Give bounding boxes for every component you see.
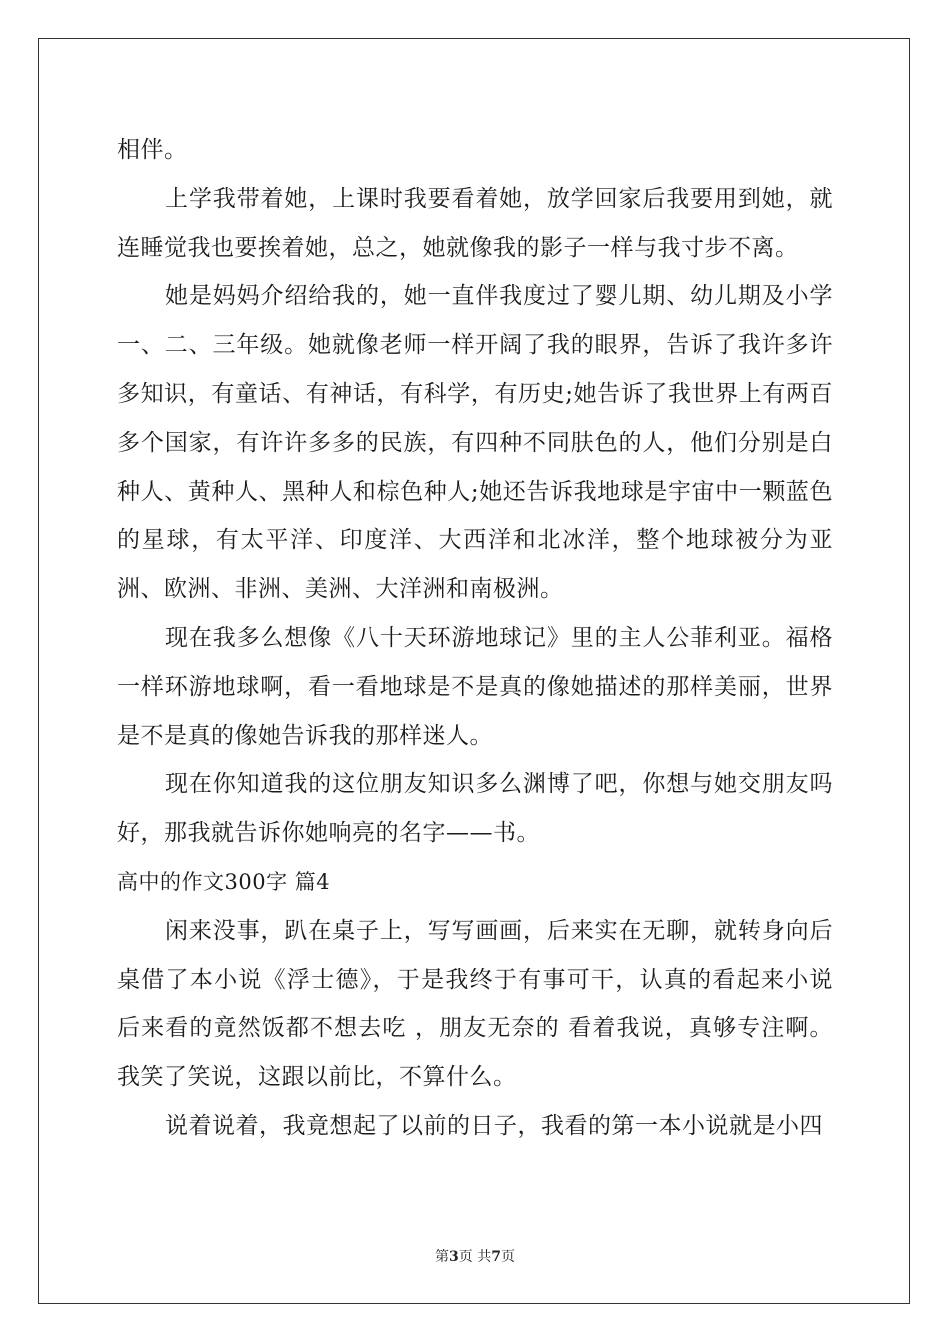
- footer-suffix: 页: [500, 1249, 515, 1265]
- footer-prefix: 第: [435, 1249, 450, 1265]
- document-body: [117, 126, 833, 1151]
- paragraph-6: 闲来没事，趴在桌子上，写写画画，后来实在无聊，就转身向后桌借了本小说《浮士德》，于是我终于有事可干，认真的看起来小说后来看的竟然饭都不想去吃 ，朋友无奈的 看着我说，真够专注啊。我笑了笑说，这跟以前比，不算什么。: [117, 917, 833, 1091]
- paragraph-4: 现在我多么想像《八十天环游地球记》里的主人公菲利亚。福格一样环游地球啊，看一看地球是不是真的像她描述的那样美丽，世界是不是真的像她告诉我的那样迷人。: [117, 624, 833, 749]
- paragraph-3: 她是妈妈介绍给我的，她一直伴我度过了婴儿期、幼儿期及小学一、二、三年级。她就像老师一样开阔了我的眼界，告诉了我许多许多知识，有童话、有神话，有科学，有历史;她告诉了我世界上有两百多个国家，有许许多多的民族，有四种不同肤色的人，他们分别是白种人、黄种人、黑种人和棕色种人;她还告诉我地球是宇宙中一颗蓝色的星球，有太平洋、印度洋、大西洋和北冰洋，整个地球被分为亚洲、欧洲、非洲、美洲、大洋洲和南极洲。: [117, 283, 833, 603]
- footer-middle: 页 共: [458, 1249, 492, 1265]
- footer-page-number: 3: [449, 1249, 459, 1265]
- paragraph-1: 相伴。: [117, 137, 188, 163]
- paragraph-5: 现在你知道我的这位朋友知识多么渊博了吧，你想与她交朋友吗好，那我就告诉你她响亮的名字——书。: [117, 771, 833, 847]
- paragraph-2: 上学我带着她，上课时我要看着她，放学回家后我要用到她，就连睡觉我也要挨着她，总之，她就像我的影子一样与我寸步不离。: [117, 185, 833, 261]
- paragraph-7: 说着说着，我竟想起了以前的日子，我看的第一本小说就是小四: [165, 1112, 823, 1139]
- section-heading: 高中的作文300字 篇4: [117, 869, 331, 894]
- page-footer: [0, 1246, 950, 1266]
- footer-total-pages: 7: [491, 1249, 501, 1265]
